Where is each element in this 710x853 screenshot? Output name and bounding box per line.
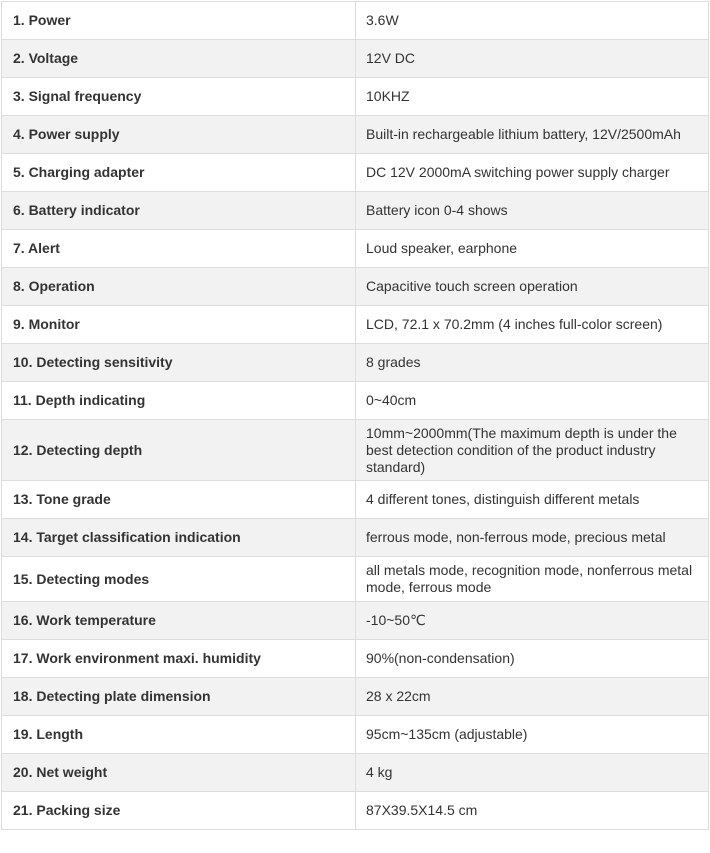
spec-value: DC 12V 2000mA switching power supply charger: [356, 154, 709, 192]
spec-row-monitor: [2, 306, 709, 344]
spec-label: 3. Signal frequency: [2, 78, 356, 116]
spec-value: 28 x 22cm: [356, 678, 709, 716]
spec-value: 8 grades: [356, 344, 709, 382]
spec-row-work-temperature: [2, 602, 709, 640]
spec-row-length: [2, 716, 709, 754]
spec-value: 4 different tones, distinguish different metals: [356, 481, 709, 519]
spec-label: 7. Alert: [2, 230, 356, 268]
spec-row-tone-grade: [2, 481, 709, 519]
spec-label: 16. Work temperature: [2, 602, 356, 640]
spec-value: -10~50℃: [356, 602, 709, 640]
spec-row-power: [2, 2, 709, 40]
spec-value: 0~40cm: [356, 382, 709, 420]
spec-label: 17. Work environment maxi. humidity: [2, 640, 356, 678]
spec-table: [1, 1, 709, 830]
spec-value: LCD, 72.1 x 70.2mm (4 inches full-color screen): [356, 306, 709, 344]
spec-value: 87X39.5X14.5 cm: [356, 792, 709, 830]
spec-label: 19. Length: [2, 716, 356, 754]
spec-row-voltage: [2, 40, 709, 78]
spec-label: 9. Monitor: [2, 306, 356, 344]
spec-label: 5. Charging adapter: [2, 154, 356, 192]
spec-value: 12V DC: [356, 40, 709, 78]
spec-label: 6. Battery indicator: [2, 192, 356, 230]
spec-value: 10mm~2000mm(The maximum depth is under the best detection condition of the product industry standard): [356, 420, 709, 481]
spec-row-battery-indicator: [2, 192, 709, 230]
spec-value: all metals mode, recognition mode, nonferrous metal mode, ferrous mode: [356, 557, 709, 602]
spec-row-alert: [2, 230, 709, 268]
spec-row-detecting-sensitivity: [2, 344, 709, 382]
spec-label: 15. Detecting modes: [2, 557, 356, 602]
spec-label: 21. Packing size: [2, 792, 356, 830]
spec-value: 10KHZ: [356, 78, 709, 116]
spec-label: 2. Voltage: [2, 40, 356, 78]
spec-value: Battery icon 0-4 shows: [356, 192, 709, 230]
spec-row-net-weight: [2, 754, 709, 792]
spec-row-operation: [2, 268, 709, 306]
spec-label: 11. Depth indicating: [2, 382, 356, 420]
spec-label: 10. Detecting sensitivity: [2, 344, 356, 382]
spec-row-detecting-depth: [2, 420, 709, 481]
spec-row-charging-adapter: [2, 154, 709, 192]
spec-label: 18. Detecting plate dimension: [2, 678, 356, 716]
spec-label: 12. Detecting depth: [2, 420, 356, 481]
spec-row-target-classification: [2, 519, 709, 557]
spec-value: Capacitive touch screen operation: [356, 268, 709, 306]
spec-value: 3.6W: [356, 2, 709, 40]
spec-row-signal-frequency: [2, 78, 709, 116]
spec-value: Built-in rechargeable lithium battery, 12V/2500mAh: [356, 116, 709, 154]
spec-row-depth-indicating: [2, 382, 709, 420]
spec-label: 20. Net weight: [2, 754, 356, 792]
spec-value: 4 kg: [356, 754, 709, 792]
spec-value: 90%(non-condensation): [356, 640, 709, 678]
spec-row-power-supply: [2, 116, 709, 154]
spec-label: 14. Target classification indication: [2, 519, 356, 557]
spec-row-plate-dimension: [2, 678, 709, 716]
spec-row-humidity: [2, 640, 709, 678]
spec-label: 8. Operation: [2, 268, 356, 306]
spec-value: ferrous mode, non-ferrous mode, precious metal: [356, 519, 709, 557]
spec-label: 4. Power supply: [2, 116, 356, 154]
spec-value: Loud speaker, earphone: [356, 230, 709, 268]
spec-value: 95cm~135cm (adjustable): [356, 716, 709, 754]
spec-label: 1. Power: [2, 2, 356, 40]
spec-row-packing-size: [2, 792, 709, 830]
spec-row-detecting-modes: [2, 557, 709, 602]
spec-label: 13. Tone grade: [2, 481, 356, 519]
